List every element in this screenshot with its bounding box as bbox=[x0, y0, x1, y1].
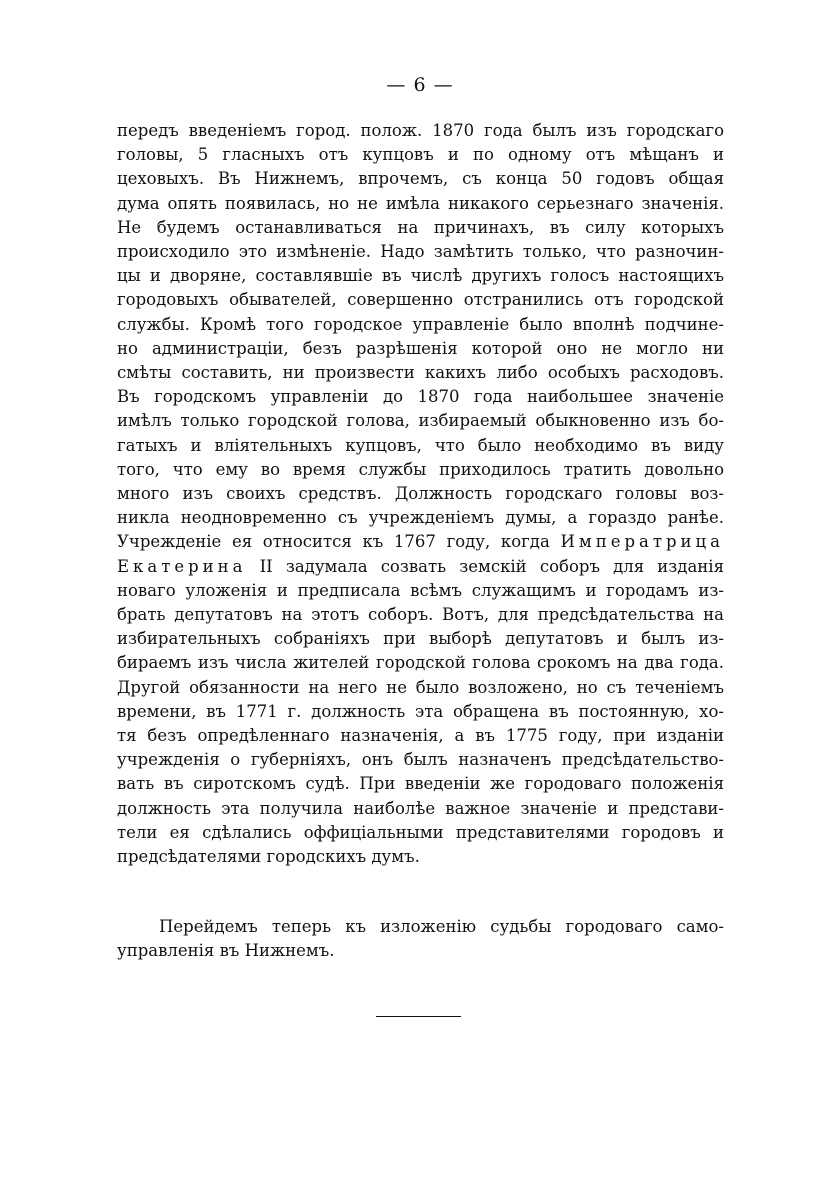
text-line: гатыхъ и вліятельныхъ купцовъ, что было необходимо въ виду bbox=[117, 435, 724, 455]
text-line: Перейдемъ теперь къ изложенію судьбы городоваго само- bbox=[159, 917, 724, 936]
text-line: тели ея сдѣлались оффиціальными представителями городовъ и bbox=[117, 822, 724, 842]
text-line: новаго уложенія и предписала всѣмъ служащимъ и городамъ из- bbox=[117, 580, 724, 600]
text-line: Другой обязанности на него не было возложено, но съ теченіемъ bbox=[117, 677, 724, 697]
text-line: но администраціи, безъ разрѣшенія которой оно не могло ни bbox=[117, 338, 724, 358]
text-line: никла неодновременно съ учрежденіемъ думы, а гораздо ранѣе. bbox=[117, 508, 724, 528]
text-line: бираемъ изъ числа жителей городской голова срокомъ на два года. bbox=[117, 653, 724, 673]
text-line: предсѣдателями городскихъ думъ. bbox=[117, 847, 420, 867]
text-line: цы и дворяне, составлявшіе въ числѣ другихъ голосъ настоящихъ bbox=[117, 266, 724, 286]
text-line: цеховыхъ. Въ Нижнемъ, впрочемъ, съ конца 50 годовъ общая bbox=[117, 169, 724, 189]
text-line: Учрежденіе ея относится къ 1767 году, когда Императрица bbox=[117, 532, 724, 552]
text-line: того, что ему во время службы приходилось тратить довольно bbox=[117, 459, 724, 479]
text-line: имѣлъ только городской голова, избираемый обыкновенно изъ бо- bbox=[117, 411, 724, 431]
text-line: учрежденія о губерніяхъ, онъ былъ назначенъ предсѣдательство- bbox=[117, 750, 724, 770]
text-line: головы, 5 гласныхъ отъ купцовъ и по одному отъ мѣщанъ и bbox=[117, 145, 724, 165]
text-line: городовыхъ обывателей, совершенно отстранились отъ городской bbox=[117, 290, 724, 310]
text-line: Не будемъ останавливаться на причинахъ, въ силу которыхъ bbox=[117, 217, 724, 237]
text-line: должность эта получила наиболѣе важное значеніе и представи- bbox=[117, 798, 724, 818]
text-line: происходило это измѣненіе. Надо замѣтить только, что разночин- bbox=[117, 242, 724, 262]
text-line: вать въ сиротскомъ судѣ. При введеніи же городоваго положенія bbox=[117, 774, 724, 794]
text-line: Въ городскомъ управленіи до 1870 года наибольшее значеніе bbox=[117, 387, 724, 407]
text-line: избирательныхъ собраніяхъ при выборѣ депутатовъ и былъ из- bbox=[117, 629, 724, 649]
section-divider bbox=[376, 1016, 461, 1017]
text-line: смѣты составить, ни произвести какихъ либо особыхъ расходовъ. bbox=[117, 363, 724, 383]
text-line: много изъ своихъ средствъ. Должность городскаго головы воз- bbox=[117, 484, 724, 504]
text-line: передъ введеніемъ город. полож. 1870 года былъ изъ городскаго bbox=[117, 121, 724, 140]
text-line: Екатерина II задумала созвать земскій соборъ для изданія bbox=[117, 556, 724, 576]
paragraph-1 bbox=[117, 119, 724, 869]
text-line: брать депутатовъ на этотъ соборъ. Вотъ, для предсѣдательства на bbox=[117, 605, 724, 625]
page-number: — 6 — bbox=[386, 74, 454, 96]
text-line: тя безъ опредѣленнаго назначенія, а въ 1775 году, при изданіи bbox=[117, 726, 724, 746]
text-line: дума опять появилась, но не имѣла никакого серьезнаго значенія. bbox=[117, 193, 724, 213]
text-line: управленія въ Нижнемъ. bbox=[117, 941, 335, 961]
paragraph-2 bbox=[117, 915, 724, 963]
text-line: службы. Кромѣ того городское управленіе было вполнѣ подчине- bbox=[117, 314, 724, 334]
text-line: времени, въ 1771 г. должность эта обращена въ постоянную, хо- bbox=[117, 701, 724, 721]
